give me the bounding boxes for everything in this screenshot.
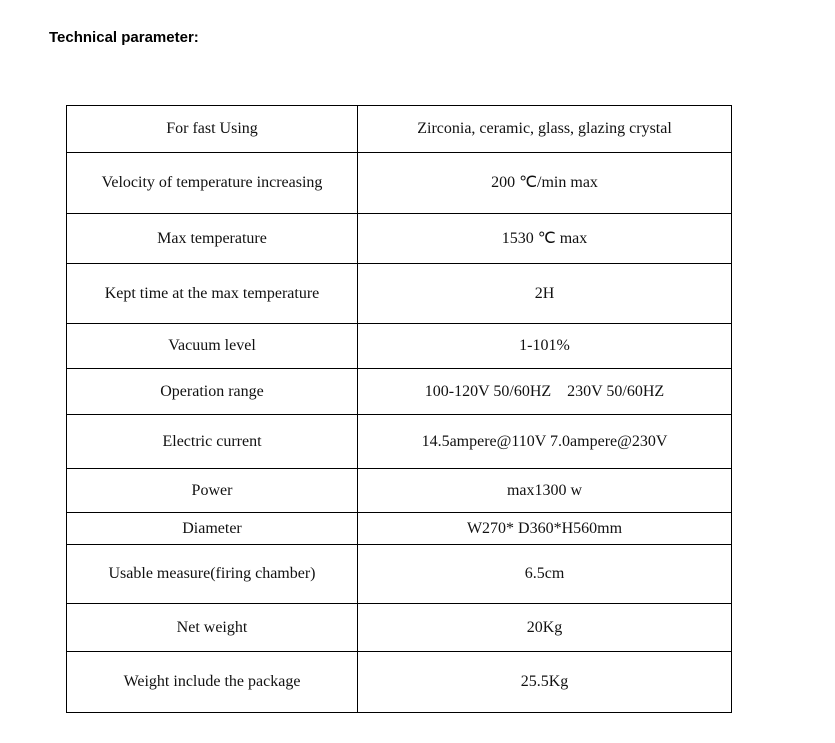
table-row [67, 652, 732, 713]
parameter-label: Electric current [67, 415, 358, 469]
table-row [67, 324, 732, 369]
parameter-label: Power [67, 469, 358, 513]
parameter-value: 25.5Kg [358, 652, 732, 713]
parameter-value: 200 ℃/min max [358, 153, 732, 214]
parameter-label: Usable measure(firing chamber) [67, 545, 358, 604]
parameter-label: Kept time at the max temperature [67, 264, 358, 324]
parameter-label: Diameter [67, 513, 358, 545]
parameter-label: Velocity of temperature increasing [67, 153, 358, 214]
parameter-value: max1300 w [358, 469, 732, 513]
parameter-value: 2H [358, 264, 732, 324]
parameter-value: Zirconia, ceramic, glass, glazing crystal [358, 106, 732, 153]
parameter-label: Vacuum level [67, 324, 358, 369]
table-row [67, 369, 732, 415]
parameter-value: 20Kg [358, 604, 732, 652]
table-row [67, 214, 732, 264]
parameter-label: Weight include the package [67, 652, 358, 713]
parameter-value: W270* D360*H560mm [358, 513, 732, 545]
parameter-label: Operation range [67, 369, 358, 415]
section-heading: Technical parameter: [49, 29, 199, 46]
table-row [67, 264, 732, 324]
table-row [67, 469, 732, 513]
technical-parameter-table [66, 105, 732, 713]
parameter-value: 6.5cm [358, 545, 732, 604]
parameter-value: 14.5ampere@110V 7.0ampere@230V [358, 415, 732, 469]
parameter-value: 1530 ℃ max [358, 214, 732, 264]
parameter-label: Net weight [67, 604, 358, 652]
table-row [67, 513, 732, 545]
table-row [67, 153, 732, 214]
table-row [67, 604, 732, 652]
parameter-label: Max temperature [67, 214, 358, 264]
table-row [67, 415, 732, 469]
table-row [67, 545, 732, 604]
parameter-value: 1-101% [358, 324, 732, 369]
parameter-label: For fast Using [67, 106, 358, 153]
table-row [67, 106, 732, 153]
parameter-value: 100-120V 50/60HZ 230V 50/60HZ [358, 369, 732, 415]
